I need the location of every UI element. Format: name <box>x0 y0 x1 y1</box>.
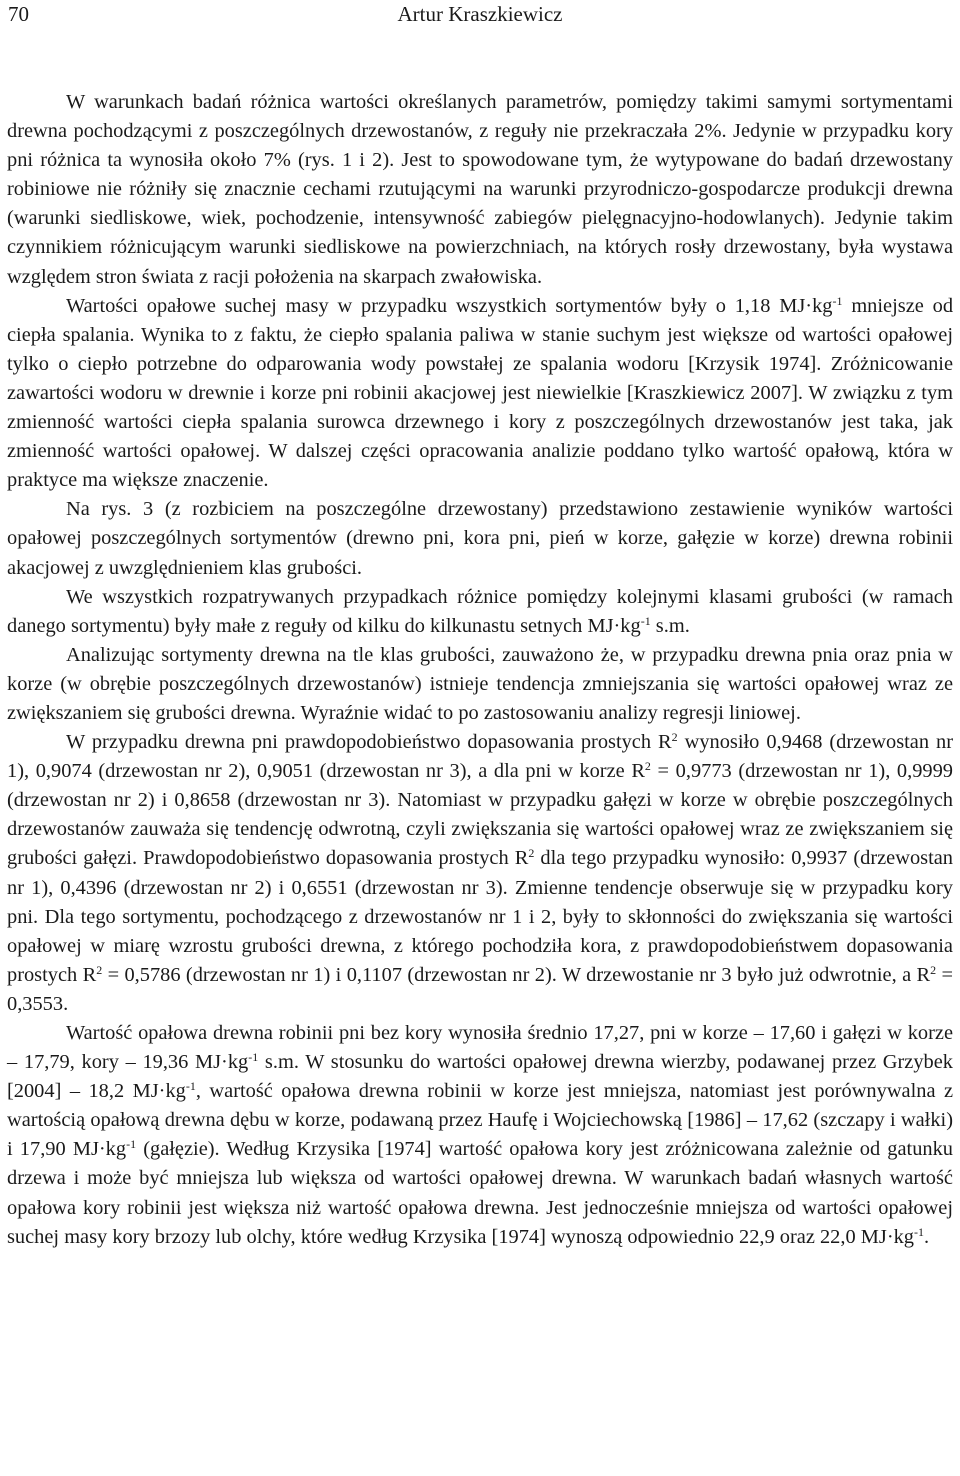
text-segment: . <box>924 1225 930 1248</box>
text-segment: Wartości opałowe suchej masy w przypadku wszystkich sortymentów były o 1,18 MJ·kg <box>66 294 833 317</box>
paragraph <box>7 1019 953 1252</box>
text-segment: (gałęzie). Według Krzysika [1974] wartość opałowa kory jest zróżnicowana zależnie od gatunku drzewa i może być mniejsza lub większa od wartości opałowej drewna. W warunkach badań własnych wartość opałowa kory robinii jest większa niż wartość opałowa drewna. Jest jednocześnie mniejsza od wartości opałowej suchej masy kory brzozy lub olchy, które według Krzysika [1974] wynoszą odpowiednio 22,9 oraz 22,0 MJ·kg <box>7 1138 953 1248</box>
paragraph <box>7 728 953 1019</box>
text-segment: s.m. <box>650 614 690 637</box>
text-segment: Wartość opałowa drewna robinii pni bez kory wynosiła średnio 17,27, pni w korze – 17,60 i gałęzi w korze – 17,79, kory – 19,36 MJ·kg <box>7 1022 953 1074</box>
superscript: 2 <box>930 962 937 977</box>
superscript: -1 <box>640 613 651 628</box>
text-segment: Na rys. 3 (z rozbiciem na poszczególne drzewostany) przedstawiono zestawienie wyników wartości opałowej poszczególnych sortymentów (drewno pni, kora pni, pień w korze, gałęzie w korze) drewna robinii akacjowej z uwzględnieniem klas grubości. <box>7 498 953 579</box>
superscript: -1 <box>832 293 843 308</box>
text-segment: = 0,9773 (drzewostan nr 1), 0,9999 (drzewostan nr 2) i 0,8658 (drzewostan nr 3). Natomiast w przypadku gałęzi w korze w obrębie poszczególnych drzewostanów zauważa się tendencję odwrotną, czyli zwiększania się wartości opałowej wraz ze zwiększaniem się grubości gałęzi. Prawdopodobieństwo dopasowania prostych R <box>7 760 953 870</box>
paragraph <box>7 583 953 641</box>
running-head-author: Artur Kraszkiewicz <box>397 1 563 26</box>
superscript: -1 <box>914 1224 924 1239</box>
paragraph <box>7 495 953 582</box>
text-segment: , wartość opałowa drewna robinii w korze jest mniejsza, natomiast jest porównywalna z wartością opałową drewna dębu w korze, podawaną przez Haufę i Wojciechowską [1986] – 17,62 (szczapy i wałki) i 17,90 MJ·kg <box>7 1080 954 1161</box>
text-segment: We wszystkich rozpatrywanych przypadkach różnice pomiędzy kolejnymi klasami grubości (w ramach danego sortymentu) były małe z reguły od kilku do kilkunastu setnych MJ·kg <box>7 585 953 637</box>
superscript: -1 <box>185 1079 196 1094</box>
superscript: -1 <box>248 1050 259 1065</box>
text-segment: Analizując sortymenty drewna na tle klas grubości, zauważono że, w przypadku drewna pnia oraz pnia w korze (w obrębie poszczególnych drzewostanów) istnieje tendencja zmniejszania się wartości opałowej wraz ze zwiększaniem się grubości drewna. Wyraźnie widać to po zastosowaniu analizy regresji liniowej. <box>7 643 953 724</box>
superscript: 2 <box>96 962 103 977</box>
superscript: 2 <box>528 846 535 861</box>
text-segment: dla tego przypadku wynosiło: 0,9937 (drzewostan nr 1), 0,4396 (drzewostan nr 2) i 0,6551 (drzewostan nr 3). Zmienne tendencje obserwuje się w przypadku kory pni. Dla tego sortymentu, pochodzącego z drzewostanów nr 1 i 2, były to skłonności do zwiększania się wartości opałowej w miarę wzrostu grubości drewna, z którego pochodziła kora, z prawdopodobieństwem dopasowania prostych R <box>7 847 954 986</box>
superscript: 2 <box>671 730 678 745</box>
page-number: 70 <box>8 2 29 26</box>
paragraph <box>7 88 953 292</box>
text-segment: = 0,5786 (drzewostan nr 1) i 0,1107 (drzewostan nr 2). W drzewostanie nr 3 było już odwrotnie, a R <box>102 963 931 986</box>
text-segment: mniejsze od ciepła spalania. Wynika to z faktu, że ciepło spalania paliwa w stanie suchym jest większe od wartości opałowej tylko o ciepło potrzebne do odparowania wody powstałej ze spalania wodoru [Krzysik 1974]. Zróżnicowanie zawartości wodoru w drewnie i korze pni robinii akacjowej jest niewielkie [Kraszkiewicz 2007]. W związku z tym zmienność wartości ciepła spalania surowca drzewnego i kory z poszczególnych drzewostanów jest taka, jak zmienność wartości opałowej. W dalszej części opracowania analizie poddano tylko wartość opałową, która w praktyce ma większe znaczenie. <box>7 294 954 492</box>
text-segment: wynosiło 0,9468 (drzewostan nr 1), 0,9074 (drzewostan nr 2), 0,9051 (drzewostan nr 3), a dla pni w korze R <box>7 731 953 783</box>
text-segment: W warunkach badań różnica wartości określanych parametrów, pomiędzy takimi samymi sortymentami drewna pochodzącymi z poszczególnych drzewostanów, z reguły nie przekraczała 2%. Jedynie w przypadku kory pni różnica ta wynosiła około 7% (rys. 1 i 2). Jest to spowodowane tym, że wytypowane do badań drzewostany robiniowe nie różniły się znacznie cechami rzutującymi na warunki przyrodniczo-gospodarcze produkcji drewna (warunki siedliskowe, wiek, pochodzenie, intensywność zabiegów pielęgnacyjno-hodowlanych). Jedynie takim czynnikiem różnicującym warunki siedliskowe na powierzchniach, na których rosły drzewostany, była wystawa względem stron świata z racji położenia na skarpach zwałowiska. <box>7 91 953 288</box>
superscript: -1 <box>126 1137 137 1152</box>
text-segment: s.m. W stosunku do wartości opałowej drewna wierzby, podawanej przez Grzybek [2004] – 18,2 MJ·kg <box>7 1051 953 1103</box>
paragraph <box>7 292 953 496</box>
text-segment: W przypadku drewna pni prawdopodobieństwo dopasowania prostych R <box>66 731 672 754</box>
superscript: 2 <box>644 759 651 774</box>
body-text <box>7 88 953 1252</box>
text-segment: = 0,3553. <box>7 963 953 1015</box>
paragraph <box>7 641 953 728</box>
page-header <box>8 0 952 28</box>
